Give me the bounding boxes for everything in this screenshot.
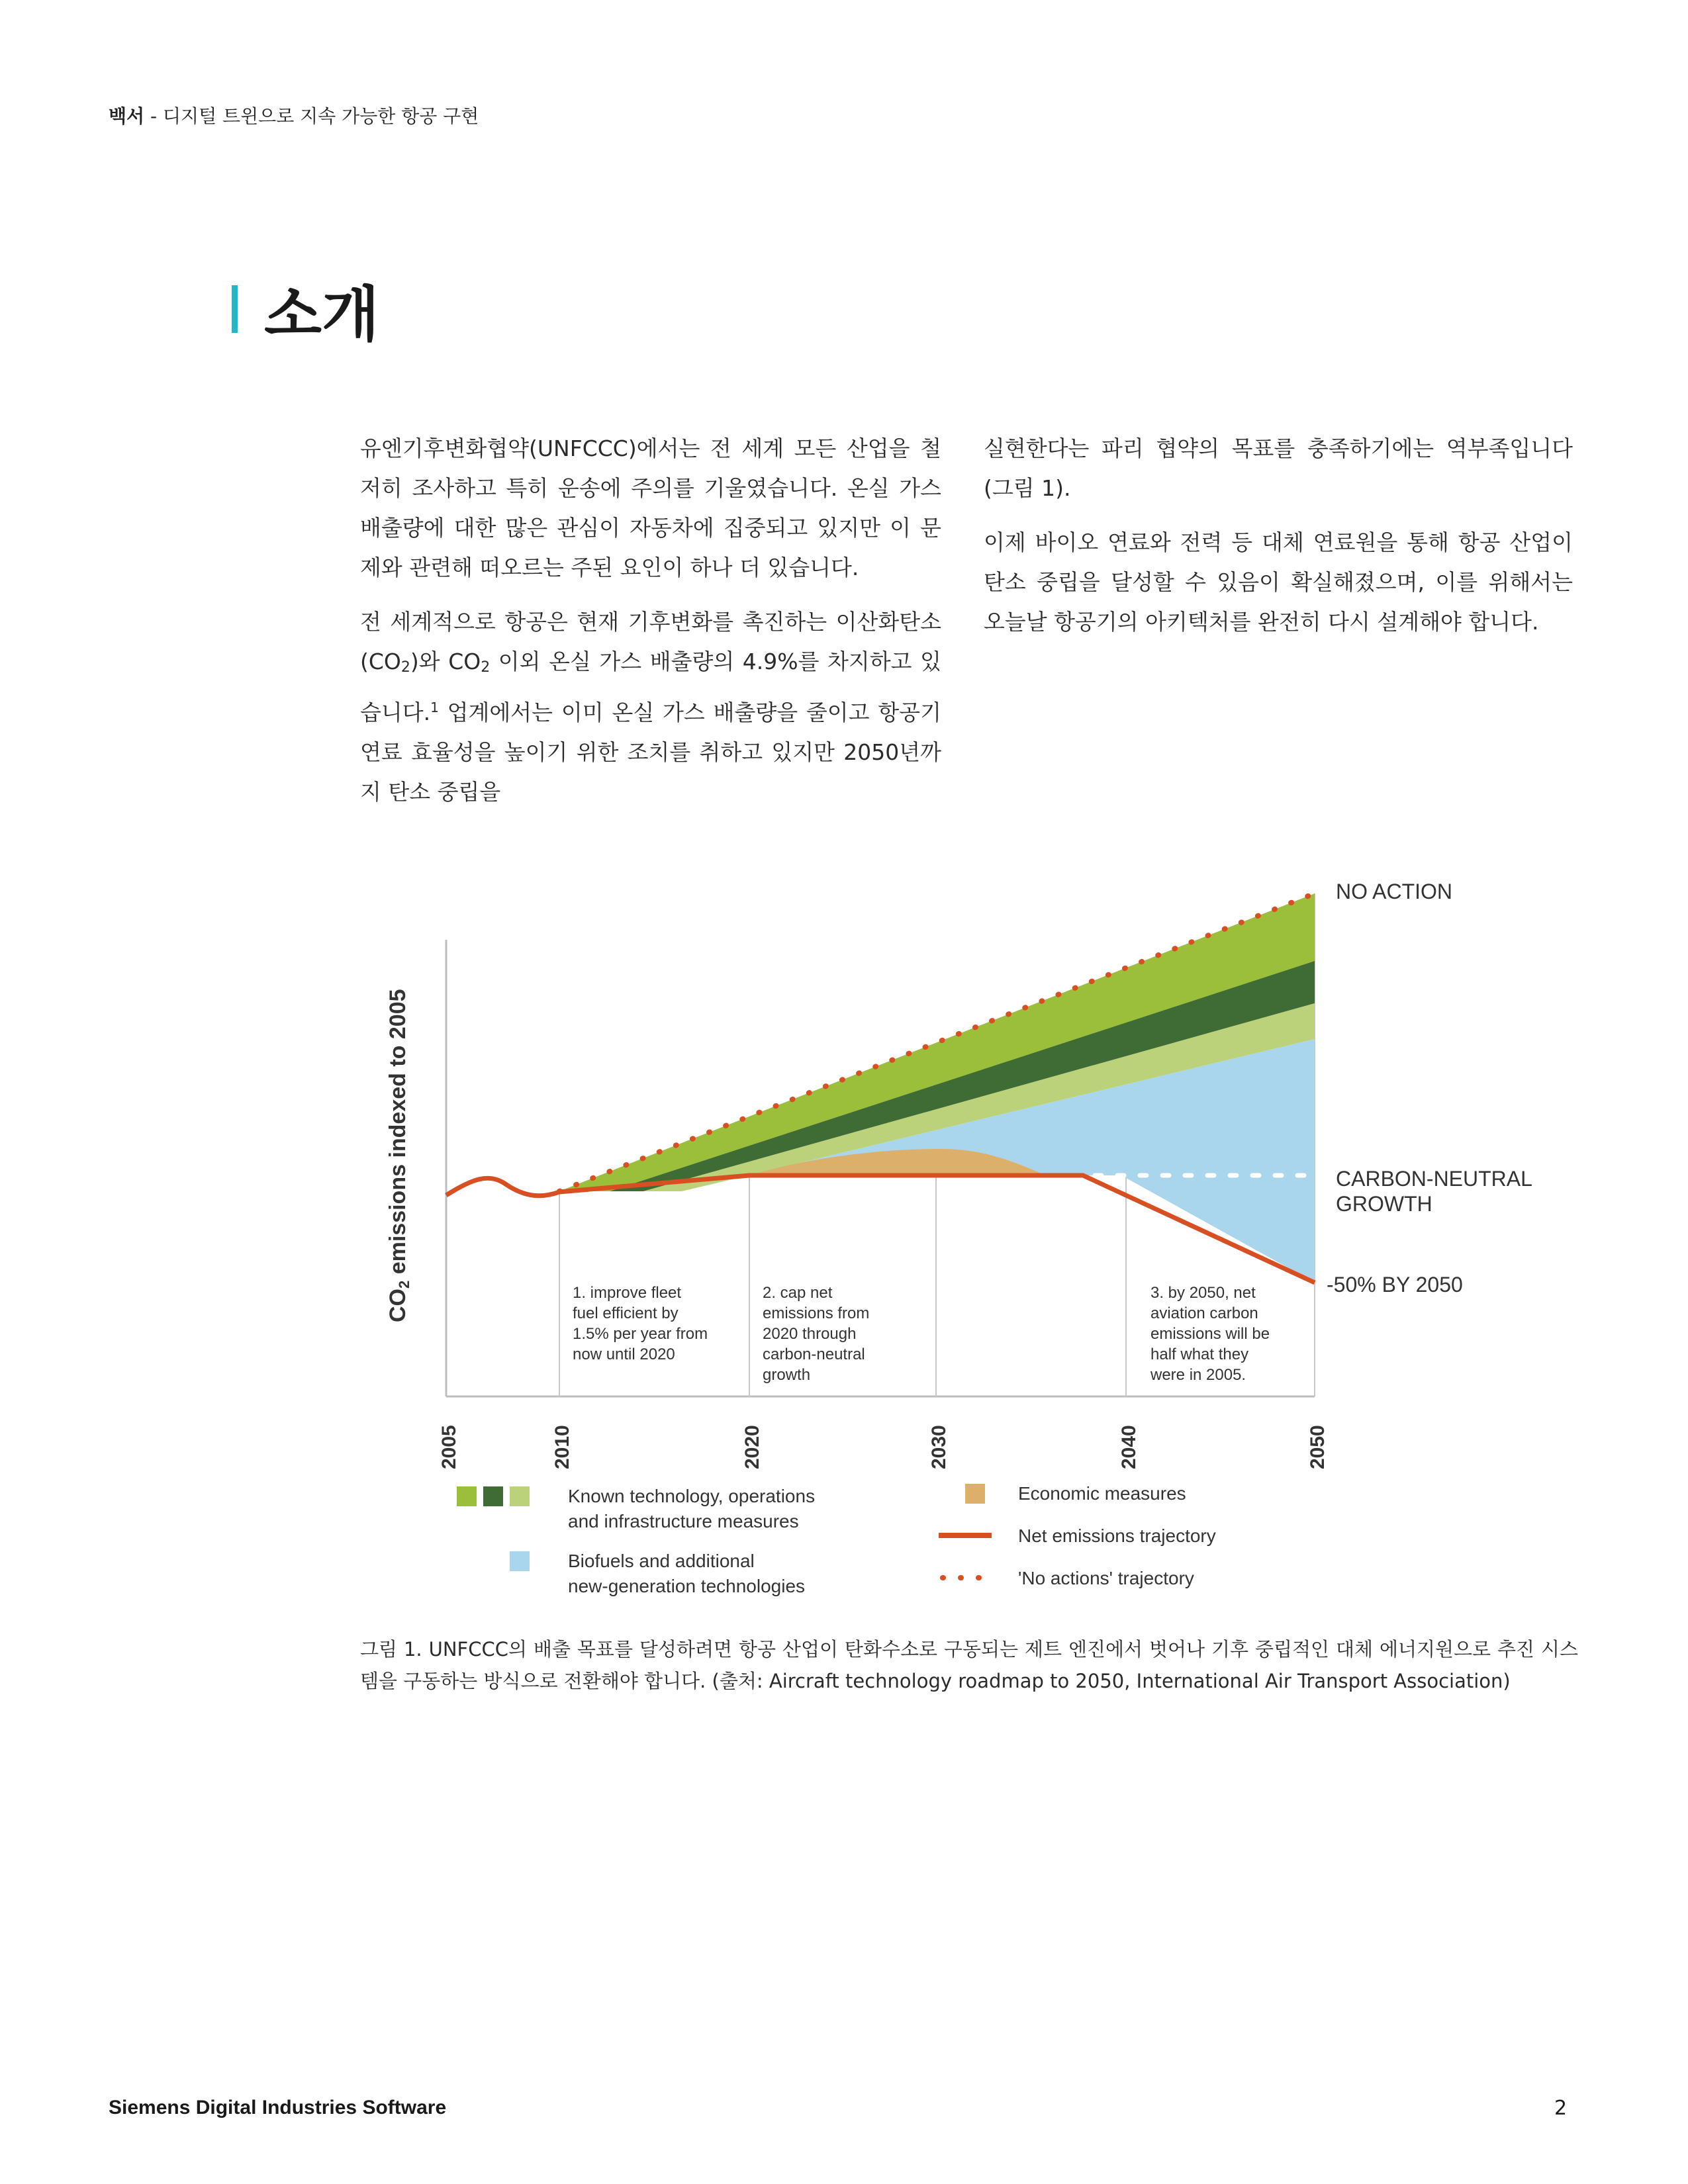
header-title: - 디지털 트윈으로 지속 가능한 항공 구현: [144, 105, 479, 127]
svg-text:half what they: half what they: [1150, 1345, 1249, 1363]
page-number: 2: [1554, 2097, 1568, 2120]
x-tick-2030: 2030: [928, 1425, 950, 1469]
figure-caption: 그림 1. UNFCCC의 배출 목표를 달성하려면 항공 산업이 탄화수소로 구동되는 제트 엔진에서 벗어나 기후 중립적인 대체 에너지원으로 추진 시스템을 구동하는 방식으로 전환해야 합니다. (출처: Aircraft technology roadmap to 2050, International Air Transport Association): [360, 1638, 1578, 1692]
x-tick-2040: 2040: [1118, 1425, 1140, 1469]
right-paragraph-1: 실현한다는 파리 협약의 목표를 충족하기에는 역부족입니다(그림 1).: [984, 435, 1573, 501]
legend-bio-2: new-generation technologies: [568, 1576, 806, 1596]
legend-bio-1: Biofuels and additional: [568, 1551, 755, 1571]
legend-net: Net emissions trajectory: [1018, 1525, 1216, 1546]
svg-text:were in 2005.: were in 2005.: [1150, 1366, 1246, 1384]
annotation-2: [763, 1284, 869, 1384]
section-heading: [232, 266, 379, 352]
legend-swatch-biofuels: [510, 1551, 530, 1571]
annotation-3: [1150, 1284, 1270, 1384]
footer-company: Siemens Digital Industries Software: [109, 2097, 447, 2118]
heading-accent-bar: [232, 285, 238, 333]
svg-text:emissions will be: emissions will be: [1150, 1325, 1270, 1343]
svg-text:growth: growth: [763, 1366, 811, 1384]
svg-text:fuel efficient by: fuel efficient by: [573, 1304, 679, 1322]
left-column: [360, 429, 941, 827]
left-paragraph-2: 전 세계적으로 항공은 현재 기후변화를 촉진하는 이산화탄소$(CO_2)$와 $CO_2$ 이외 온실 가스 배출량의 4.9%를 차지하고 있습니다.$^1$ 업계에서는 이미 온실 가스 배출량을 줄이고 항공기 연료 효율성을 높이기 위한 조치를 취하고 있지만 2050년까지 탄소 중립을: [360, 609, 941, 805]
legend-known-2: and infrastructure measures: [568, 1511, 799, 1531]
right-paragraph-2: 이제 바이오 연료와 전력 등 대체 연료원을 통해 항공 산업이 탄소 중립을 달성할 수 있음이 확실해졌으며, 이를 위해서는 오늘날 항공기의 아키텍처를 완전히 다시 설계해야 합니다.: [984, 529, 1573, 635]
svg-text:1. improve fleet: 1. improve fleet: [573, 1284, 682, 1302]
svg-text:3. by 2050, net: 3. by 2050, net: [1150, 1284, 1256, 1302]
x-tick-2005: 2005: [438, 1425, 460, 1469]
legend-swatch-dark-green: [483, 1486, 503, 1506]
emissions-roadmap-chart: [357, 867, 1642, 1608]
right-column: [984, 429, 1573, 657]
x-tick-2050: 2050: [1307, 1425, 1329, 1469]
x-tick-2010: 2010: [551, 1425, 573, 1469]
label-carbon-neutral-2: GROWTH: [1336, 1192, 1432, 1216]
svg-text:1.5% per year from: 1.5% per year from: [573, 1325, 708, 1343]
label-no-action: NO ACTION: [1336, 880, 1453, 903]
svg-text:now until 2020: now until 2020: [573, 1345, 675, 1363]
section-title: 소개: [264, 280, 379, 349]
document-header: [109, 102, 479, 128]
legend-swatch-pale-green: [510, 1486, 530, 1506]
svg-text:2020 through: 2020 through: [763, 1325, 857, 1343]
legend-swatch-light-green: [457, 1486, 477, 1506]
legend-swatch-economic: [965, 1484, 985, 1504]
header-label: 백서: [109, 105, 145, 127]
label-carbon-neutral-1: CARBON-NEUTRAL: [1336, 1167, 1532, 1191]
annotation-1: [573, 1284, 708, 1363]
legend-economic: Economic measures: [1018, 1483, 1186, 1504]
svg-text:2. cap net: 2. cap net: [763, 1284, 833, 1302]
x-tick-2020: 2020: [741, 1425, 763, 1469]
label-minus-50: -50% BY 2050: [1327, 1273, 1463, 1297]
legend-known-1: Known technology, operations: [568, 1486, 816, 1506]
legend-no-actions: 'No actions' trajectory: [1018, 1568, 1194, 1588]
svg-text:emissions from: emissions from: [763, 1304, 870, 1322]
left-paragraph-1: 유엔기후변화협약(UNFCCC)에서는 전 세계 모든 산업을 철저히 조사하고 특히 운송에 주의를 기울였습니다. 온실 가스 배출량에 대한 많은 관심이 자동차에 집중되고 있지만 이 문제와 관련해 떠오르는 주된 요인이 하나 더 있습니다.: [360, 435, 941, 580]
svg-text:aviation carbon: aviation carbon: [1150, 1304, 1258, 1322]
svg-text:carbon-neutral: carbon-neutral: [763, 1345, 865, 1363]
y-axis-label: CO2 emissions indexed to 2005: [385, 989, 412, 1322]
